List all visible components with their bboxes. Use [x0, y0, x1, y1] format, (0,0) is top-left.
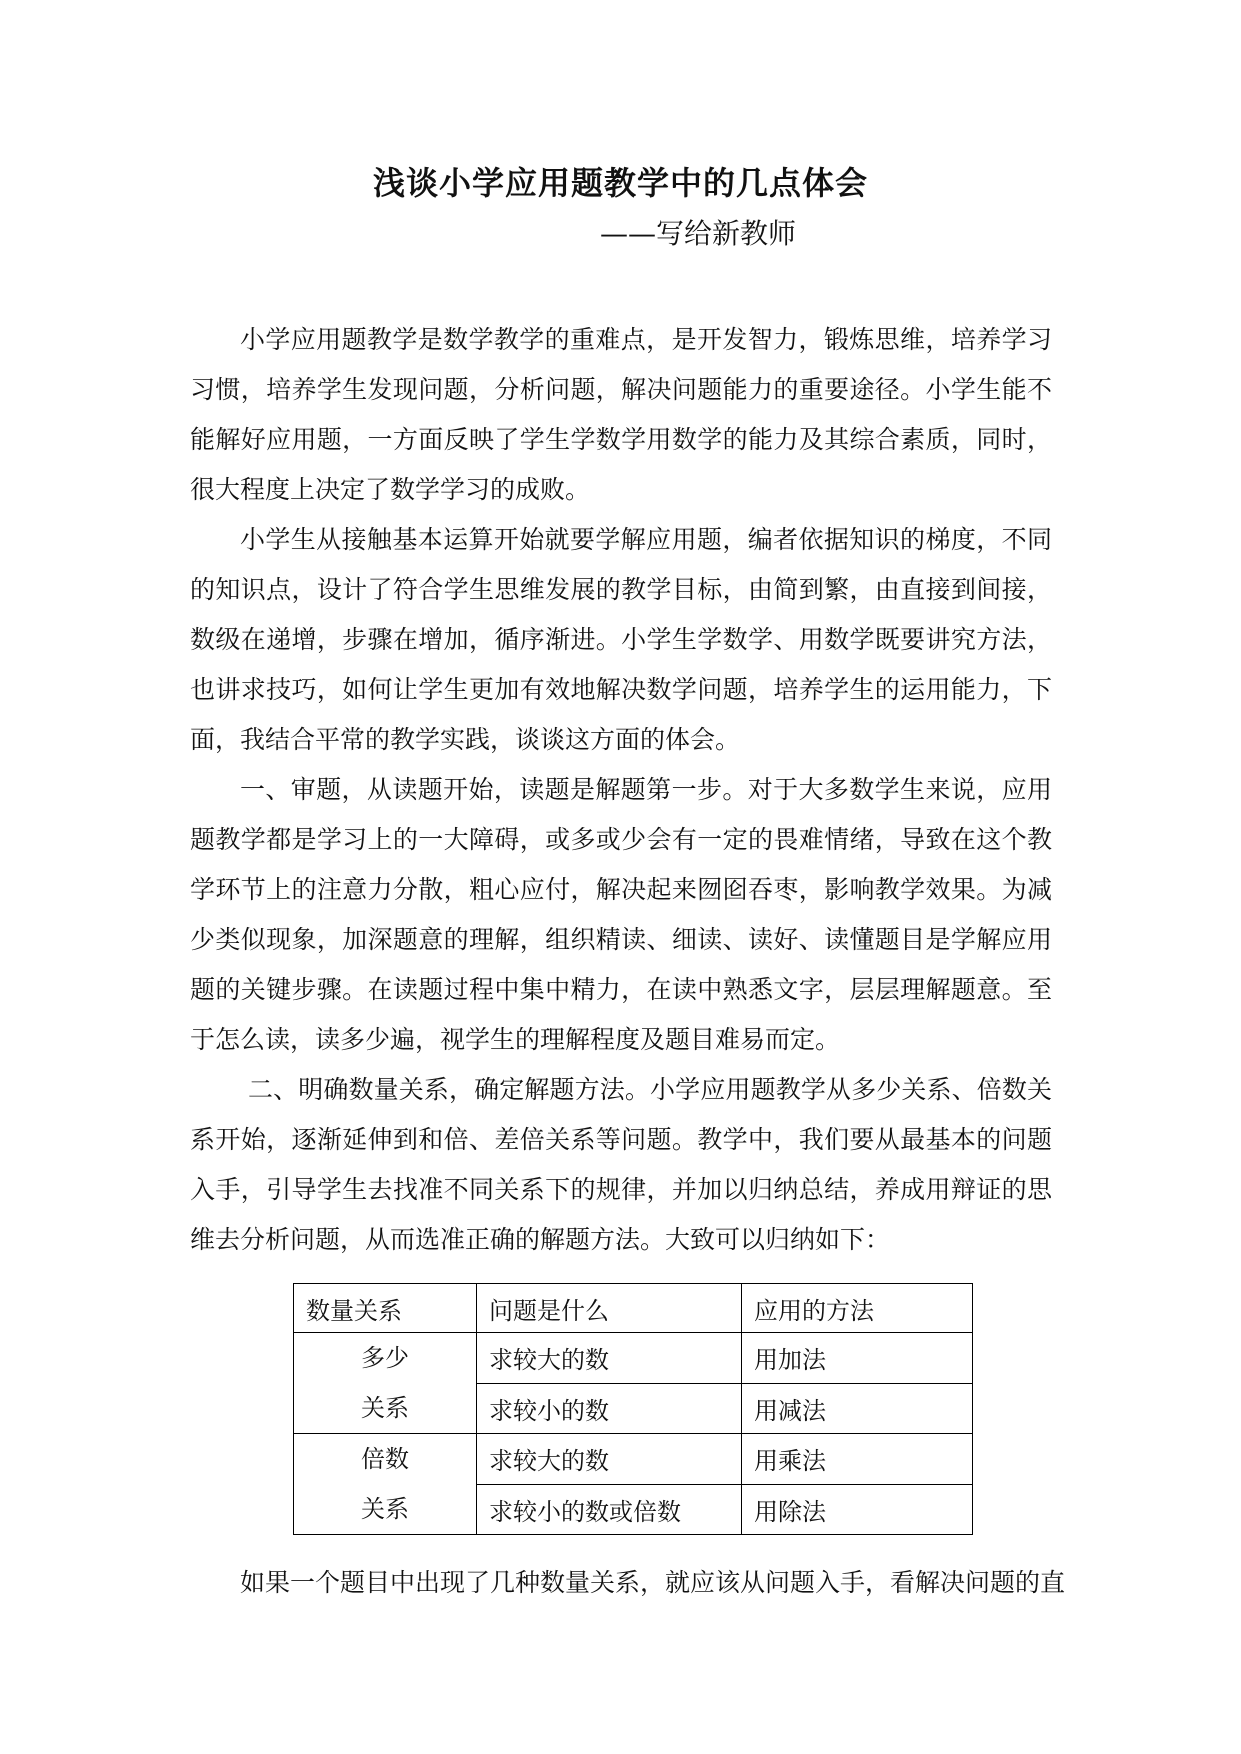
document-body [190, 315, 1052, 1265]
relation-label-line: 关系 [361, 1495, 409, 1523]
document-title: 浅谈小学应用题教学中的几点体会 [372, 164, 868, 202]
question-cell: 求较大的数 [477, 1434, 742, 1485]
relation-label-line: 关系 [361, 1394, 409, 1422]
table-header-cell: 问题是什么 [477, 1284, 742, 1333]
table-row [294, 1333, 973, 1384]
paragraph-background: 小学生从接触基本运算开始就要学解应用题，编者依据知识的梯度，不同的知识点，设计了符合学生思维发展的教学目标，由简到繁，由直接到间接，数级在递增，步骤在增加，循序渐进。小学生学数学、用数学既要讲究方法，也讲求技巧，如何让学生更加有效地解决数学问题，培养学生的运用能力，下面，我结合平常的教学实践，谈谈这方面的体会。 [190, 525, 1052, 754]
table-header-cell: 数量关系 [294, 1284, 477, 1333]
paragraph-section-1: 一、审题，从读题开始，读题是解题第一步。对于大多数学生来说，应用题教学都是学习上的一大障碍，或多或少会有一定的畏难情绪，导致在这个教学环节上的注意力分散，粗心应付，解决起来囫囵吞枣，影响教学效果。为减少类似现象，加深题意的理解，组织精读、细读、读好、读懂题目是学解应用题的关键步骤。在读题过程中集中精力，在读中熟悉文字，层层理解题意。至于怎么读，读多少遍，视学生的理解程度及题目难易而定。 [190, 775, 1052, 1054]
method-cell: 用加法 [742, 1333, 973, 1384]
quantity-relations-table [293, 1283, 973, 1535]
paragraph-intro: 小学应用题教学是数学教学的重难点，是开发智力，锻炼思维，培养学习习惯，培养学生发现问题，分析问题，解决问题能力的重要途径。小学生能不能解好应用题，一方面反映了学生学数学用数学的能力及其综合素质，同时，很大程度上决定了数学学习的成败。 [190, 325, 1052, 504]
paragraph-continuation: 如果一个题目中出现了几种数量关系，就应该从问题入手，看解决问题的直 [240, 1568, 1066, 1597]
relation-label-line: 多少 [361, 1344, 409, 1372]
method-cell: 用除法 [742, 1484, 973, 1535]
paragraph-section-2: 二、明确数量关系，确定解题方法。小学应用题教学从多少关系、倍数关系开始，逐渐延伸到和倍、差倍关系等问题。教学中，我们要从最基本的问题入手，引导学生去找准不同关系下的规律，并加以归纳总结，养成用辩证的思维去分析问题，从而选准正确的解题方法。大致可以归纳如下： [190, 1075, 1052, 1254]
table-header-cell: 应用的方法 [742, 1284, 973, 1333]
table-header-row [294, 1284, 973, 1333]
question-cell: 求较大的数 [477, 1333, 742, 1384]
table-row [294, 1434, 973, 1485]
document-subtitle: ——写给新教师 [600, 217, 797, 250]
relation-label-line: 倍数 [361, 1445, 409, 1473]
method-cell: 用乘法 [742, 1434, 973, 1485]
method-cell: 用减法 [742, 1383, 973, 1434]
question-cell: 求较小的数或倍数 [477, 1484, 742, 1535]
question-cell: 求较小的数 [477, 1383, 742, 1434]
relation-type-cell [294, 1434, 477, 1535]
relation-type-cell [294, 1333, 477, 1434]
